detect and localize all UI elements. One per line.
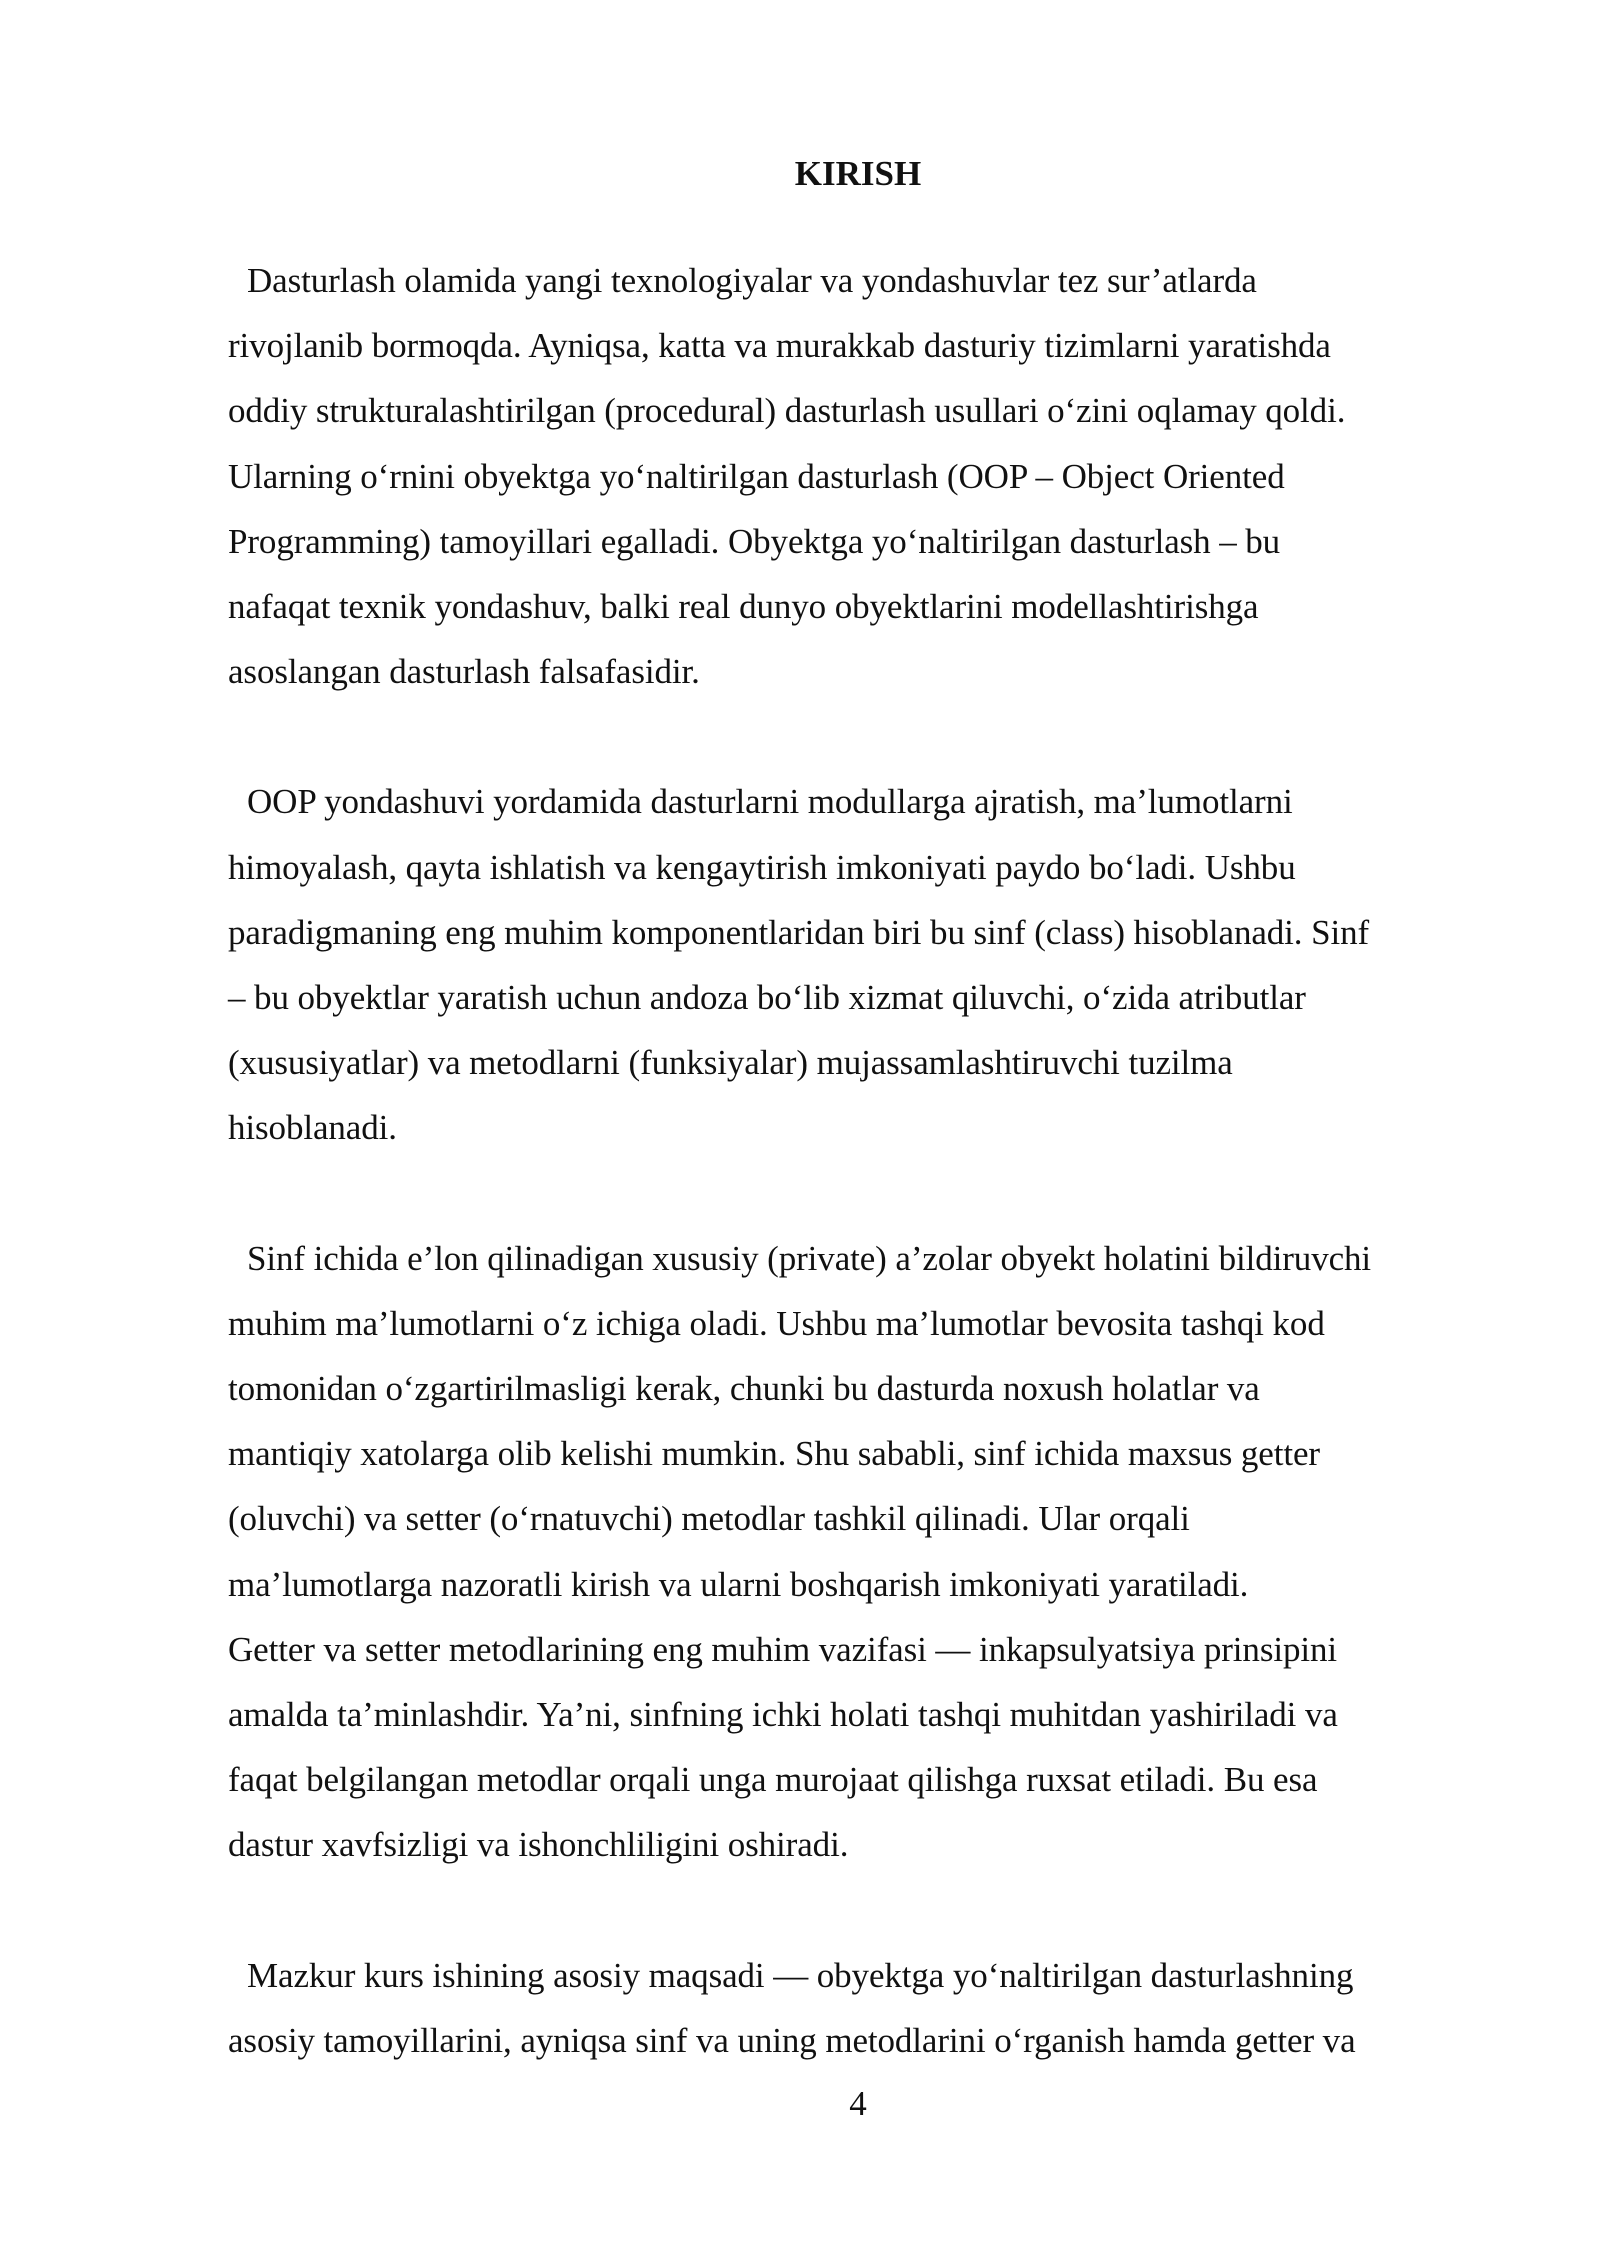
text-line: asosiy tamoyillarini, ayniqsa sinf va uning metodlarini o‘rganish hamda getter va bbox=[228, 2020, 1356, 2060]
page-number: 4 bbox=[849, 2084, 867, 2123]
text-line: Sinf ichida e’lon qilinadigan xususiy (private) a’zolar obyekt holatini bildiruvchi bbox=[247, 1238, 1372, 1278]
paragraph-oop bbox=[228, 769, 1473, 1160]
text-line: dastur xavfsizligi va ishonchliligini oshiradi. bbox=[228, 1825, 849, 1865]
text-line: nafaqat texnik yondashuv, balki real dunyo obyektlarini modellashtirishga bbox=[228, 587, 1259, 627]
text-line: tomonidan o‘zgartirilmasligi kerak, chunki bu dasturda noxush holatlar va bbox=[228, 1369, 1260, 1409]
text-line: Dasturlash olamida yangi texnologiyalar va yondashuvlar tez sur’atlarda bbox=[247, 261, 1257, 300]
text-line: oddiy strukturalashtirilgan (procedural) dasturlash usullari o‘zini oqlamay qoldi. bbox=[228, 391, 1346, 431]
text-line: Mazkur kurs ishining asosiy maqsadi — obyektga yo‘naltirilgan dasturlashning bbox=[247, 1955, 1354, 1995]
paragraph-spacer bbox=[228, 704, 1473, 769]
text-line: asoslangan dasturlash falsafasidir. bbox=[228, 652, 700, 692]
document-body bbox=[228, 248, 1473, 2073]
text-line: OOP yondashuvi yordamida dasturlarni modullarga ajratish, ma’lumotlarni bbox=[247, 782, 1293, 822]
paragraph-spacer bbox=[228, 1878, 1473, 1943]
text-line: Getter va setter metodlarining eng muhim vazifasi — inkapsulyatsiya prinsipini bbox=[228, 1629, 1338, 1669]
text-line: Programming) tamoyillari egalladi. Obyektga yo‘naltirilgan dasturlash – bu bbox=[228, 521, 1281, 561]
text-line: himoyalash, qayta ishlatish va kengaytirish imkoniyati paydo bo‘ladi. Ushbu bbox=[228, 847, 1296, 887]
text-line: mantiqiy xatolarga olib kelishi mumkin. Shu sababli, sinf ichida maxsus getter bbox=[228, 1434, 1320, 1474]
text-line: rivojlanib bormoqda. Ayniqsa, katta va murakkab dasturiy tizimlarni yaratishda bbox=[228, 326, 1331, 366]
text-line: (oluvchi) va setter (o‘rnatuvchi) metodlar tashkil qilinadi. Ular orqali bbox=[228, 1499, 1190, 1539]
text-line: ma’lumotlarga nazoratli kirish va ularni boshqarish imkoniyati yaratiladi. bbox=[228, 1564, 1249, 1604]
paragraph-getter-setter bbox=[228, 1226, 1473, 1878]
paragraph-intro bbox=[228, 248, 1473, 704]
page-title: KIRISH bbox=[794, 154, 922, 193]
text-line: muhim ma’lumotlarni o‘z ichiga oladi. Ushbu ma’lumotlar bevosita tashqi kod bbox=[228, 1303, 1325, 1343]
text-line: amalda ta’minlashdir. Ya’ni, sinfning ichki holati tashqi muhitdan yashiriladi va bbox=[228, 1695, 1338, 1735]
text-line: paradigmaning eng muhim komponentlaridan biri bu sinf (class) hisoblanadi. Sinf bbox=[228, 912, 1370, 952]
text-line: Ularning o‘rnini obyektga yo‘naltirilgan dasturlash (OOP – Object Oriented bbox=[228, 456, 1285, 496]
text-line: hisoblanadi. bbox=[228, 1108, 397, 1148]
text-line: faqat belgilangan metodlar orqali unga murojaat qilishga ruxsat etiladi. Bu esa bbox=[228, 1760, 1318, 1800]
text-line: (xususiyatlar) va metodlarni (funksiyalar) mujassamlashtiruvchi tuzilma bbox=[228, 1043, 1233, 1083]
text-line: – bu obyektlar yaratish uchun andoza bo‘lib xizmat qiluvchi, o‘zida atributlar bbox=[228, 978, 1306, 1018]
paragraph-spacer bbox=[228, 1161, 1473, 1226]
paragraph-purpose bbox=[228, 1943, 1473, 2073]
